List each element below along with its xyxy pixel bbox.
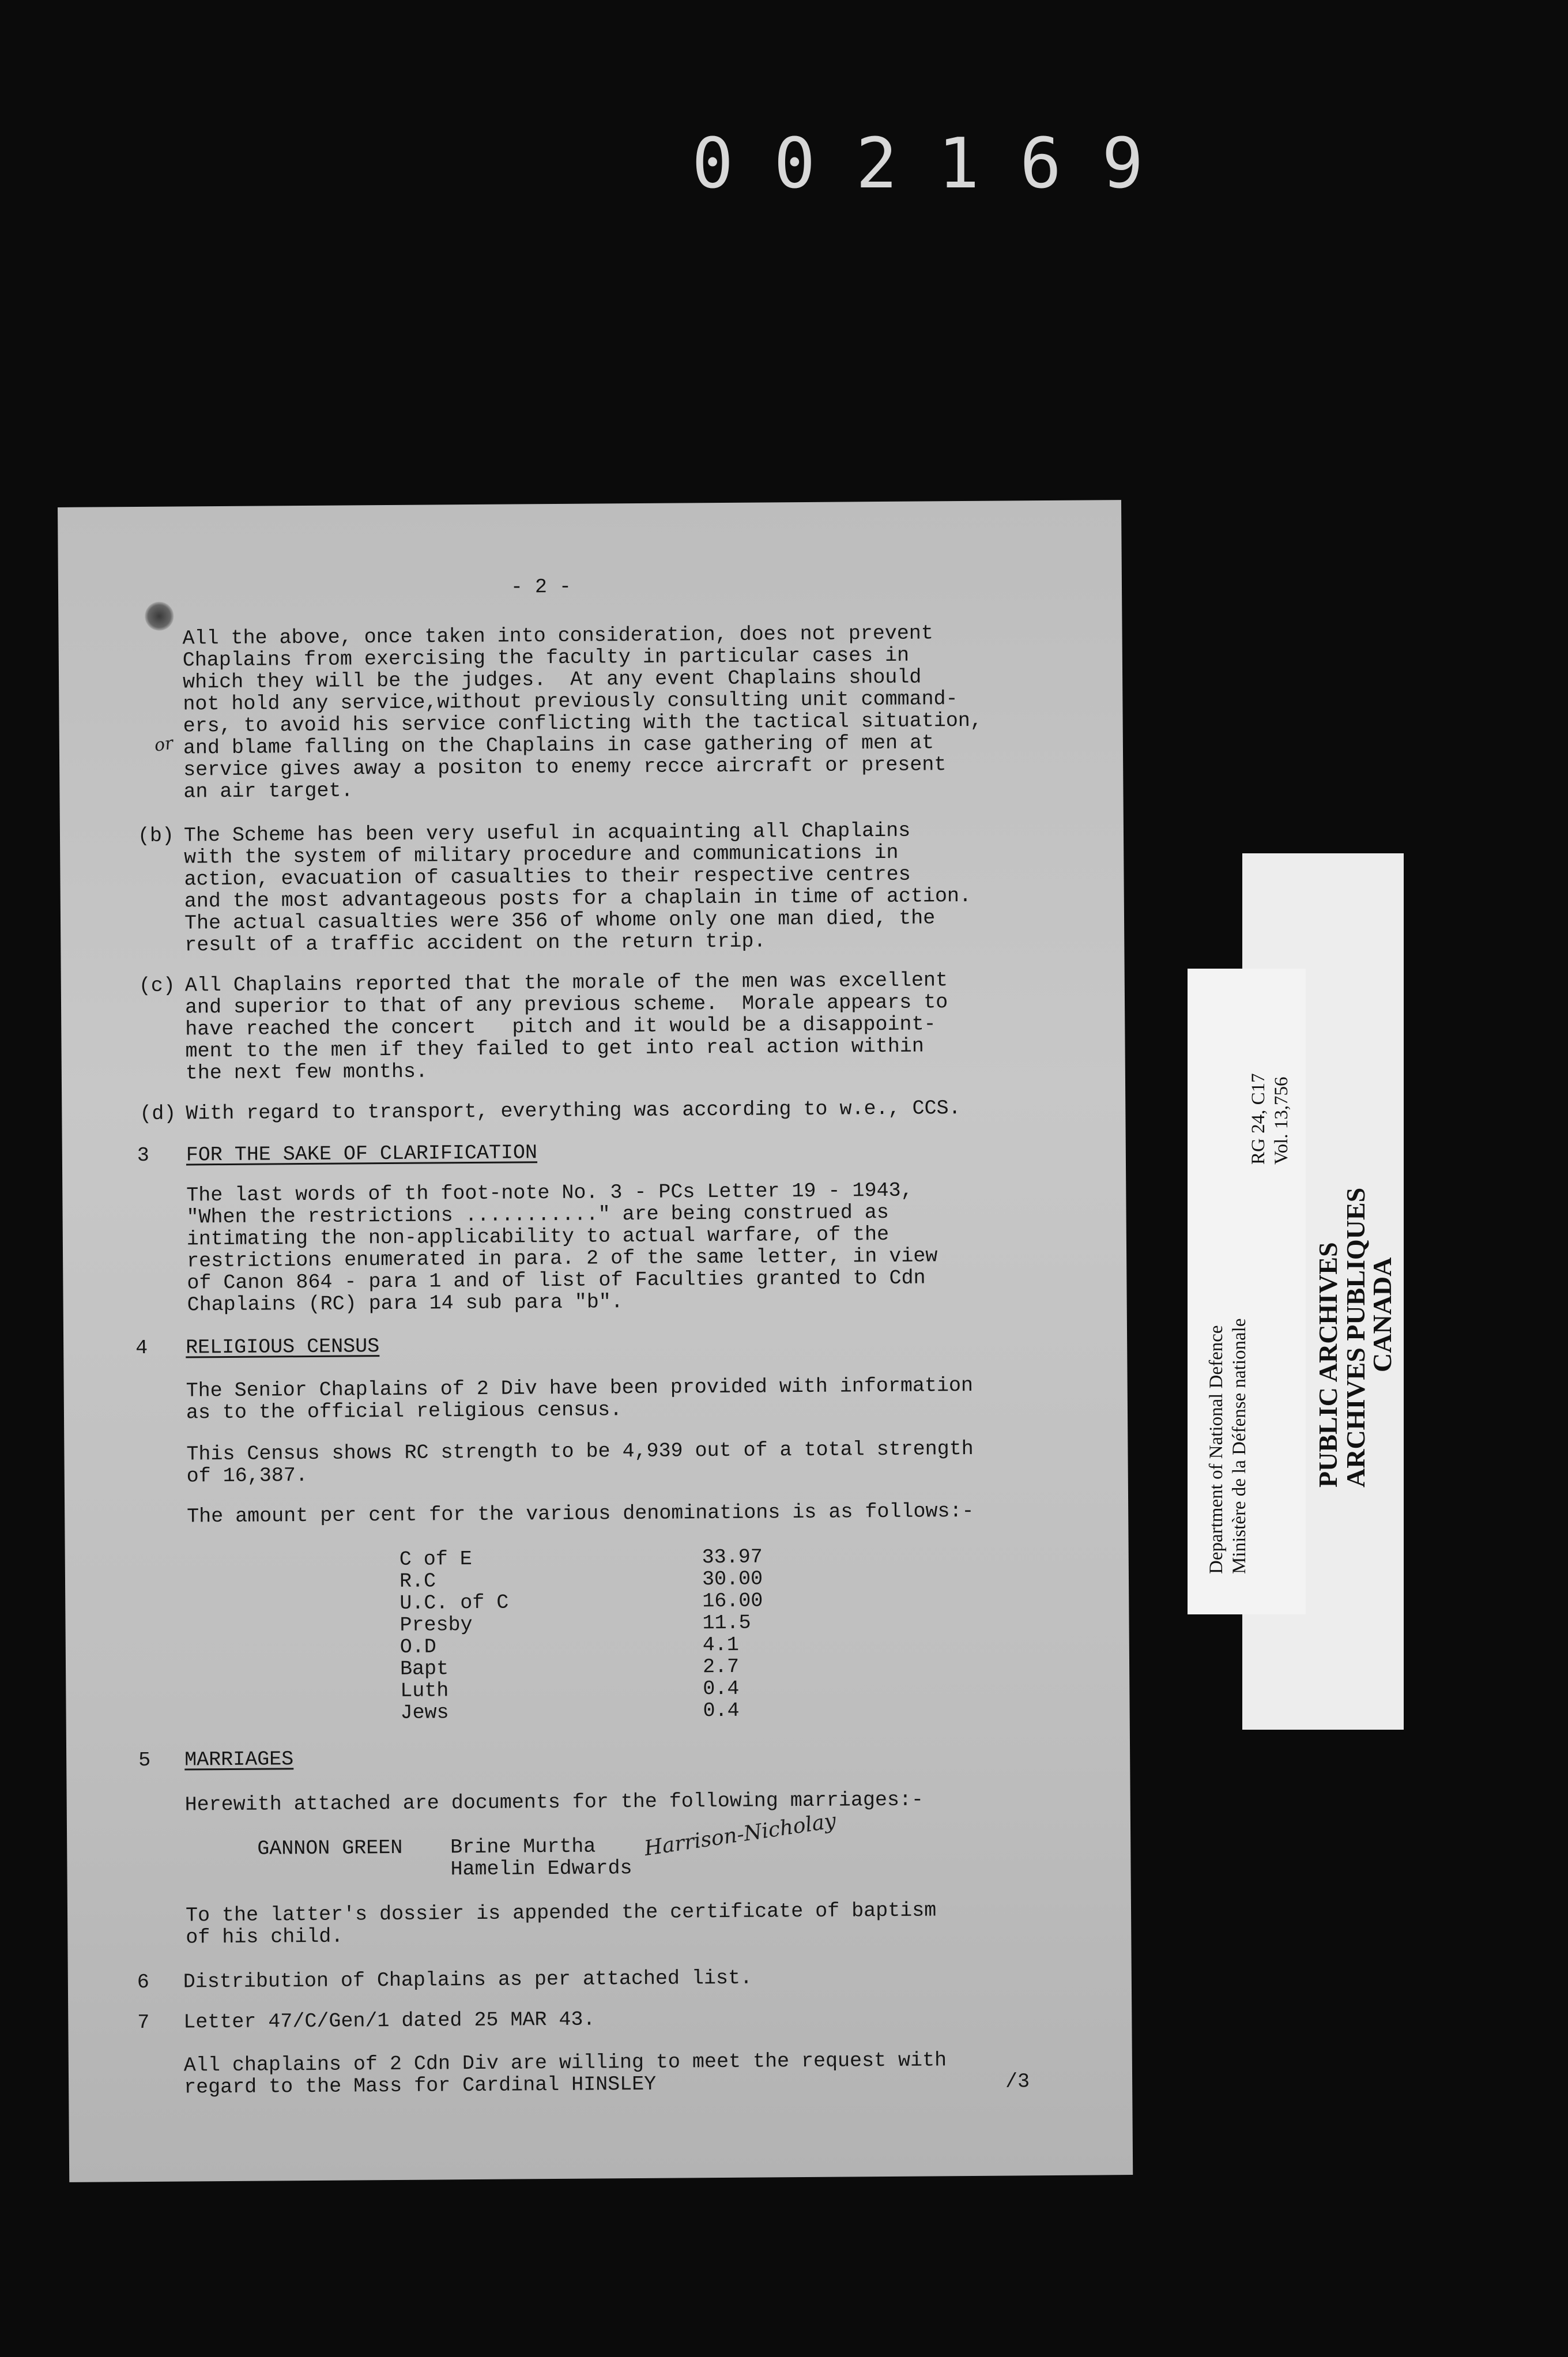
para-c-line: ment to the men if they failed to get into real action within bbox=[185, 1034, 924, 1063]
para-c-line: the next few months. bbox=[185, 1060, 428, 1085]
census-percent: 11.5 bbox=[702, 1611, 751, 1635]
margin-note: or bbox=[153, 733, 175, 756]
census-percent: 4.1 bbox=[702, 1633, 739, 1657]
section-heading: RELIGIOUS CENSUS bbox=[186, 1335, 380, 1360]
archive-stamp-line: PUBLIC ARCHIVES bbox=[1313, 1242, 1343, 1488]
para-c-line: have reached the concert pitch and it would be a disappoint- bbox=[185, 1012, 936, 1041]
section4-line: as to the official religious census. bbox=[186, 1398, 623, 1425]
section3-line: The last words of th foot-note No. 3 - PCs Letter 19 - 1943, bbox=[186, 1178, 913, 1207]
census-percent: 2.7 bbox=[702, 1655, 740, 1679]
para-b-label: (b) bbox=[137, 824, 175, 848]
section4-line: of 16,387. bbox=[186, 1464, 308, 1488]
section5-intro: Herewith attached are documents for the following marriages:- bbox=[184, 1788, 924, 1817]
section3-line: of Canon 864 - para 1 and of list of Faculties granted to Cdn bbox=[187, 1266, 926, 1295]
frame-number: 002169 bbox=[692, 124, 1184, 204]
para-b-line: The actual casualties were 356 of whome only one man died, the bbox=[184, 906, 936, 935]
para-c-label: (c) bbox=[138, 974, 175, 998]
para-a-line: All the above, once taken into consideration, does not prevent bbox=[182, 622, 933, 650]
archive-stamp-line: ARCHIVES PUBLIQUES bbox=[1341, 1187, 1370, 1488]
archive-label-line: Ministère de la Défense nationale bbox=[1229, 1318, 1250, 1574]
section-number: 7 bbox=[137, 2010, 150, 2035]
census-percent: 0.4 bbox=[703, 1699, 740, 1723]
section6-text: Distribution of Chaplains as per attached list. bbox=[183, 1966, 753, 1994]
para-a-line: ers, to avoid his service conflicting with the tactical situation, bbox=[183, 709, 982, 738]
marriage-name: Brine Murtha bbox=[450, 1835, 596, 1859]
section5-line: of his child. bbox=[186, 1925, 344, 1949]
section3-line: restrictions enumerated in para. 2 of the same letter, in view bbox=[186, 1244, 938, 1273]
census-denomination: O.D bbox=[399, 1635, 436, 1659]
para-b-line: The Scheme has been very useful in acquainting all Chaplains bbox=[183, 819, 911, 848]
section-heading: FOR THE SAKE OF CLARIFICATION bbox=[186, 1141, 538, 1167]
para-a-line: which they will be the judges. At any event Chaplains should bbox=[182, 665, 922, 694]
marriage-name: GANNON GREEN bbox=[257, 1836, 403, 1861]
section3-line: "When the restrictions ..........." are being construed as bbox=[186, 1200, 889, 1229]
section5-line: To the latter's dossier is appended the certificate of baptism bbox=[185, 1899, 937, 1927]
para-a-line: not hold any service,without previously consulting unit command- bbox=[183, 687, 958, 716]
census-percent: 33.97 bbox=[702, 1545, 763, 1569]
para-a-line: and blame falling on the Chaplains in case gathering of men at bbox=[183, 731, 934, 760]
census-percent: 0.4 bbox=[703, 1677, 740, 1701]
archive-stamp-line: CANADA bbox=[1367, 1257, 1397, 1372]
section3-line: intimating the non-applicability to actual warfare, of the bbox=[186, 1222, 889, 1251]
section-number: 6 bbox=[137, 1970, 150, 1994]
para-a-line: Chaplains from exercising the faculty in particular cases in bbox=[182, 643, 910, 672]
section-number: 5 bbox=[138, 1748, 151, 1772]
section7-line: All chaplains of 2 Cdn Div are willing to meet the request with bbox=[183, 2049, 947, 2077]
archive-label-ref: Vol. 13,756 bbox=[1271, 1076, 1292, 1165]
section7-text: Letter 47/C/Gen/1 dated 25 MAR 43. bbox=[183, 2008, 595, 2034]
census-denomination: Luth bbox=[400, 1679, 449, 1703]
document-page bbox=[58, 500, 1133, 2182]
section-heading: MARRIAGES bbox=[184, 1748, 294, 1772]
section-number: 3 bbox=[137, 1143, 150, 1168]
archive-label-ref: RG 24, C17 bbox=[1248, 1073, 1269, 1165]
census-denomination: C of E bbox=[399, 1548, 472, 1571]
archive-label bbox=[1188, 969, 1306, 1614]
para-d-label: (d) bbox=[140, 1102, 176, 1126]
section3-line: Chaplains (RC) para 14 sub para "b". bbox=[187, 1290, 623, 1317]
section4-line: This Census shows RC strength to be 4,939 out of a total strength bbox=[186, 1437, 974, 1466]
section-number: 4 bbox=[135, 1336, 148, 1360]
section7-line: regard to the Mass for Cardinal HINSLEY bbox=[183, 2072, 657, 2099]
para-b-line: action, evacuation of casualties to their respective centres bbox=[184, 863, 911, 891]
census-denomination: Jews bbox=[400, 1701, 449, 1725]
para-c-line: All Chaplains reported that the morale of the men was excellent bbox=[184, 969, 948, 997]
punch-hole bbox=[145, 602, 174, 631]
handwritten-name: Harrison-Nicholay bbox=[642, 1809, 838, 1861]
census-denomination: R.C bbox=[399, 1569, 436, 1593]
para-a-line: service gives away a positon to enemy recce aircraft or present bbox=[183, 753, 947, 782]
section4-line: The amount per cent for the various denominations is as follows:- bbox=[187, 1499, 974, 1528]
page-number: - 2 - bbox=[510, 575, 572, 599]
census-denomination: Bapt bbox=[399, 1657, 449, 1681]
census-percent: 16.00 bbox=[702, 1589, 763, 1613]
para-a-line: an air target. bbox=[183, 779, 353, 804]
para-c-line: and superior to that of any previous scheme. Morale appears to bbox=[184, 991, 948, 1019]
marriage-name: Hamelin Edwards bbox=[450, 1857, 632, 1881]
para-b-line: with the system of military procedure and communications in bbox=[184, 841, 899, 869]
archive-label-line: Department of National Defence bbox=[1206, 1325, 1227, 1574]
para-b-line: result of a traffic accident on the return trip. bbox=[184, 929, 766, 957]
census-denomination: U.C. of C bbox=[399, 1591, 509, 1615]
census-denomination: Presby bbox=[399, 1613, 473, 1637]
census-percent: 30.00 bbox=[702, 1567, 763, 1591]
continuation-marker: /3 bbox=[1005, 2070, 1030, 2094]
section4-line: The Senior Chaplains of 2 Div have been provided with information bbox=[186, 1373, 974, 1403]
para-b-line: and the most advantageous posts for a chaplain in time of action. bbox=[184, 884, 972, 913]
para-d-line: With regard to transport, everything was according to w.e., CCS. bbox=[186, 1097, 961, 1125]
